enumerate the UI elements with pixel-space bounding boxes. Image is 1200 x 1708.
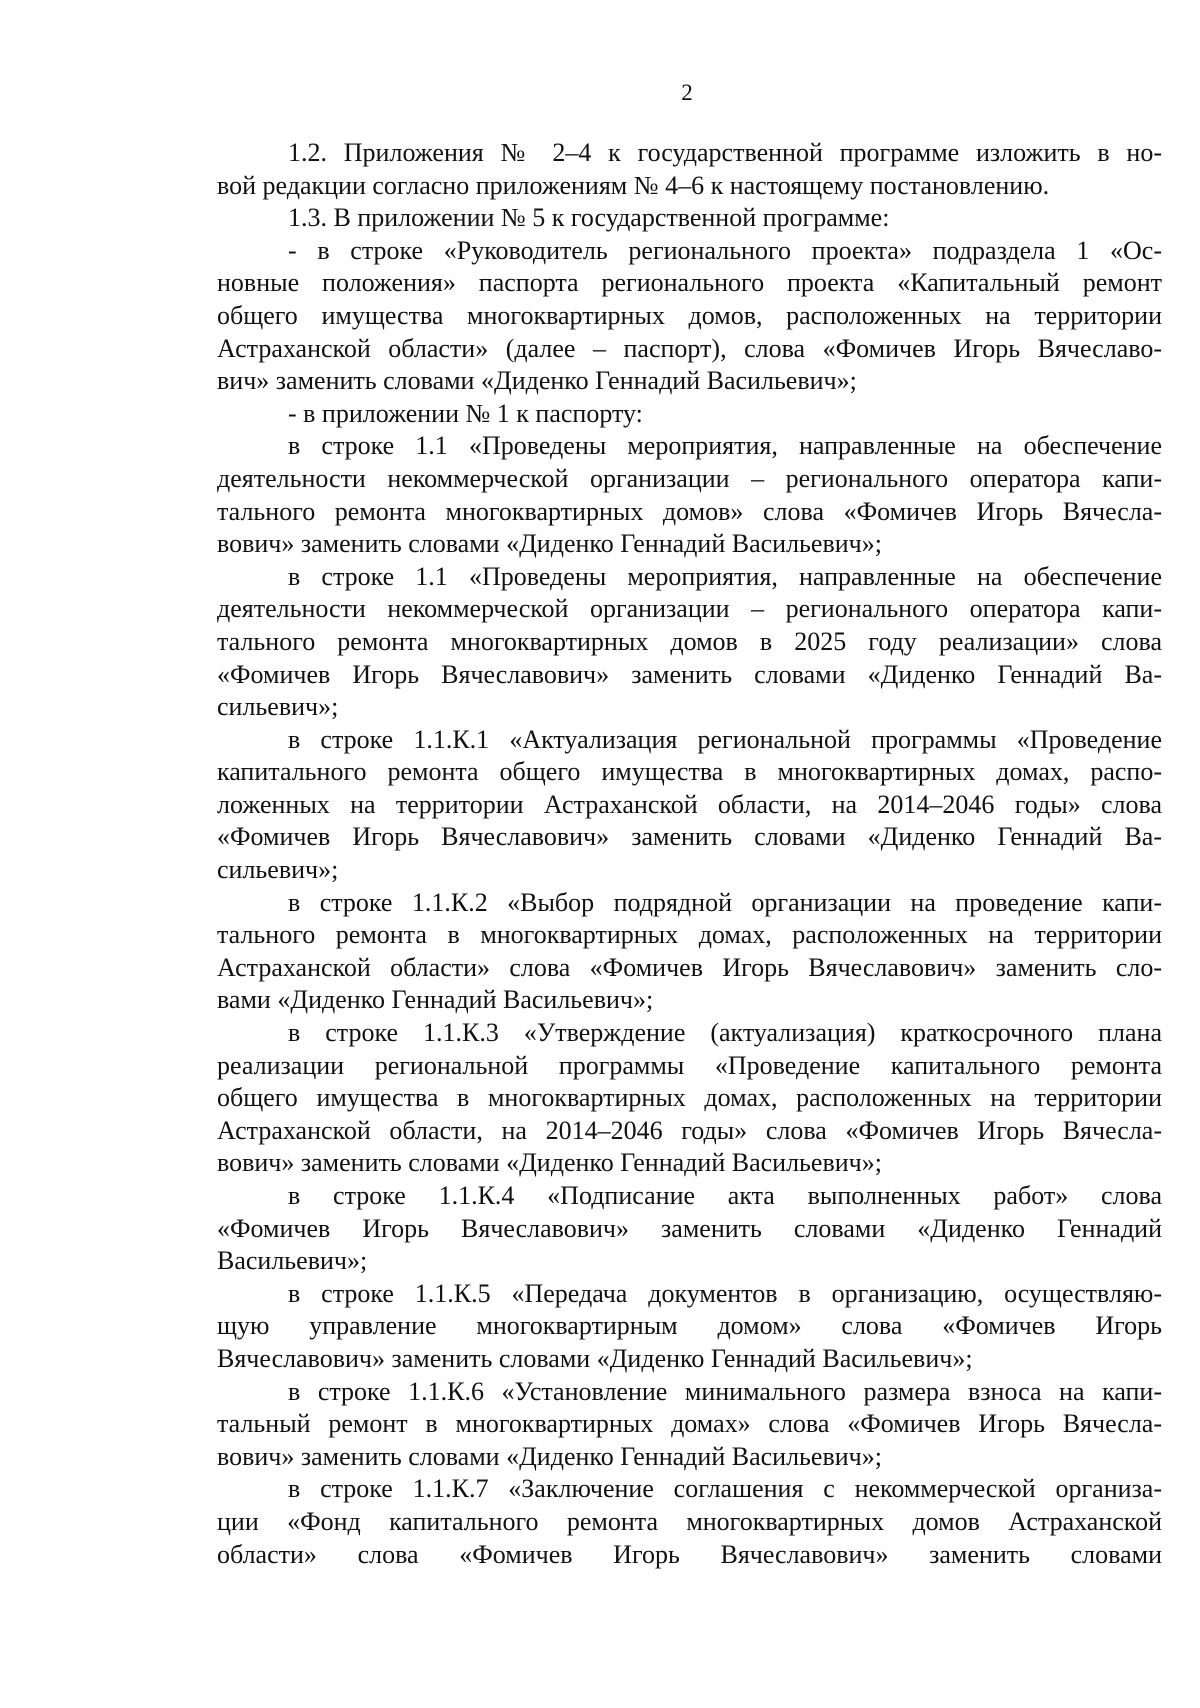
text-line: новные положения» паспорта регионального проекта «Капитальный ремонт xyxy=(217,268,1162,298)
text-line: в строке 1.1 «Проведены мероприятия, направленные на обеспечение xyxy=(288,431,1162,461)
text-line: в строке 1.1.К.2 «Выбор подрядной организации на проведение капи- xyxy=(288,887,1162,917)
text-line: в строке 1.1.К.6 «Установление минимального размера взноса на капи- xyxy=(288,1376,1162,1406)
page-number: 2 xyxy=(681,80,693,105)
text-line: Астраханской области» слова «Фомичев Игорь Вячеславович» заменить сло- xyxy=(217,952,1162,982)
text-line: ложенных на территории Астраханской области, на 2014–2046 годы» слова xyxy=(217,789,1162,819)
text-line: Астраханской области, на 2014–2046 годы» слова «Фомичев Игорь Вячесла- xyxy=(217,1115,1162,1145)
text-line: «Фомичев Игорь Вячеславович» заменить словами «Диденко Геннадий Ва- xyxy=(217,659,1162,689)
text-line: реализации региональной программы «Проведение капитального ремонта xyxy=(217,1050,1162,1080)
text-line: вович» заменить словами «Диденко Геннадий Васильевич»; xyxy=(217,529,882,559)
text-line: вой редакции согласно приложениям № 4–6 к настоящему постановлению. xyxy=(217,170,1050,200)
text-line: - в приложении № 1 к паспорту: xyxy=(288,398,643,428)
text-line: тальный ремонт в многоквартирных домах» слова «Фомичев Игорь Вячесла- xyxy=(217,1409,1162,1439)
text-line: области» слова «Фомичев Игорь Вячеславович» заменить словами xyxy=(217,1539,1162,1569)
text-line: - в строке «Руководитель регионального проекта» подраздела 1 «Ос- xyxy=(288,235,1162,265)
text-line: в строке 1.1.К.3 «Утверждение (актуализация) краткосрочного плана xyxy=(288,1018,1162,1048)
text-line: «Фомичев Игорь Вячеславович» заменить словами «Диденко Геннадий Ва- xyxy=(217,822,1162,852)
text-line: вами «Диденко Геннадий Васильевич»; xyxy=(217,985,654,1015)
text-line: в строке 1.1.К.1 «Актуализация региональной программы «Проведение xyxy=(288,724,1162,754)
text-line: Васильевич»; xyxy=(217,1246,368,1276)
text-line: тального ремонта многоквартирных домов в 2025 году реализации» слова xyxy=(217,626,1162,656)
text-line: тального ремонта многоквартирных домов» слова «Фомичев Игорь Вячесла- xyxy=(217,496,1162,526)
text-line: вич» заменить словами «Диденко Геннадий Васильевич»; xyxy=(217,366,857,396)
document-body xyxy=(217,137,1162,1571)
text-line: вович» заменить словами «Диденко Геннадий Васильевич»; xyxy=(217,1441,882,1471)
text-line: 1.2. Приложения № 2–4 к государственной программе изложить в но- xyxy=(288,138,1162,167)
text-line: общего имущества многоквартирных домов, расположенных на территории xyxy=(217,300,1162,330)
text-line: в строке 1.1 «Проведены мероприятия, направленные на обеспечение xyxy=(288,561,1162,591)
text-line: общего имущества в многоквартирных домах, расположенных на территории xyxy=(217,1083,1162,1113)
text-line: в строке 1.1.К.4 «Подписание акта выполненных работ» слова xyxy=(288,1181,1162,1210)
text-line: капитального ремонта общего имущества в многоквартирных домах, распо- xyxy=(217,757,1162,787)
text-line: сильевич»; xyxy=(217,855,339,885)
text-line: деятельности некоммерческой организации – регионального оператора капи- xyxy=(217,594,1162,624)
text-line: щую управление многоквартирным домом» слова «Фомичев Игорь xyxy=(217,1311,1162,1341)
text-line: Вячеславович» заменить словами «Диденко Геннадий Васильевич»; xyxy=(217,1343,973,1373)
text-line: в строке 1.1.К.7 «Заключение соглашения с некоммерческой организа- xyxy=(288,1474,1162,1504)
text-line: ции «Фонд капитального ремонта многоквартирных домов Астраханской xyxy=(217,1506,1162,1536)
text-line: «Фомичев Игорь Вячеславович» заменить словами «Диденко Геннадий xyxy=(217,1213,1162,1243)
text-line: тального ремонта в многоквартирных домах, расположенных на территории xyxy=(217,920,1162,950)
text-line: Астраханской области» (далее – паспорт), слова «Фомичев Игорь Вячеславо- xyxy=(217,333,1162,363)
text-line: в строке 1.1.К.5 «Передача документов в организацию, осуществляю- xyxy=(288,1278,1162,1308)
text-line: вович» заменить словами «Диденко Геннадий Васильевич»; xyxy=(217,1148,882,1178)
text-line: 1.3. В приложении № 5 к государственной программе: xyxy=(288,203,890,233)
text-line: деятельности некоммерческой организации – регионального оператора капи- xyxy=(217,463,1162,493)
text-line: сильевич»; xyxy=(217,692,339,722)
